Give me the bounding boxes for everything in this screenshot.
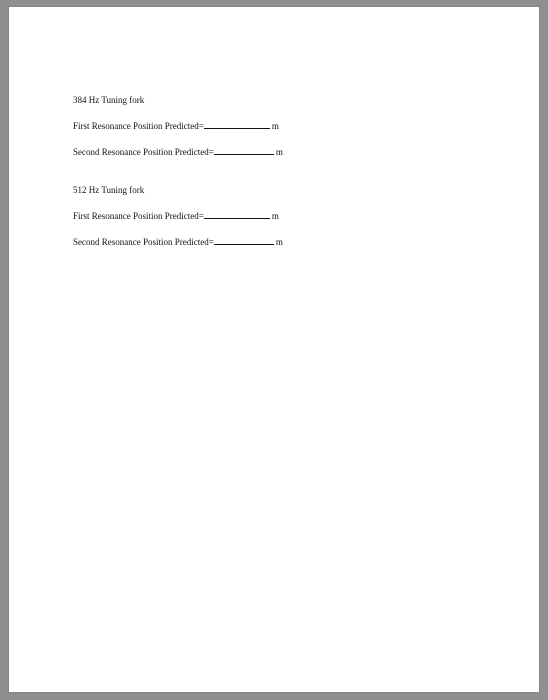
second-resonance-label: Second Resonance Position Predicted=: [73, 237, 214, 247]
second-resonance-blank[interactable]: [214, 147, 274, 155]
second-resonance-row-512: [73, 237, 283, 248]
document-page: [9, 7, 539, 692]
second-resonance-row-384: [73, 147, 283, 158]
section-heading-text: 512 Hz Tuning fork: [73, 185, 145, 195]
first-resonance-blank[interactable]: [204, 121, 270, 129]
unit-label: m: [275, 147, 283, 157]
first-resonance-label: First Resonance Position Predicted=: [73, 211, 204, 221]
first-resonance-label: First Resonance Position Predicted=: [73, 121, 204, 131]
second-resonance-label: Second Resonance Position Predicted=: [73, 147, 214, 157]
unit-label: m: [271, 211, 279, 221]
first-resonance-blank[interactable]: [204, 211, 270, 219]
section-heading-384: [73, 95, 144, 106]
section-heading-512: [73, 185, 144, 196]
unit-label: m: [275, 237, 283, 247]
second-resonance-blank[interactable]: [214, 237, 274, 245]
section-heading-text: 384 Hz Tuning fork: [73, 95, 145, 105]
unit-label: m: [271, 121, 279, 131]
first-resonance-row-512: [73, 211, 279, 222]
first-resonance-row-384: [73, 121, 279, 132]
